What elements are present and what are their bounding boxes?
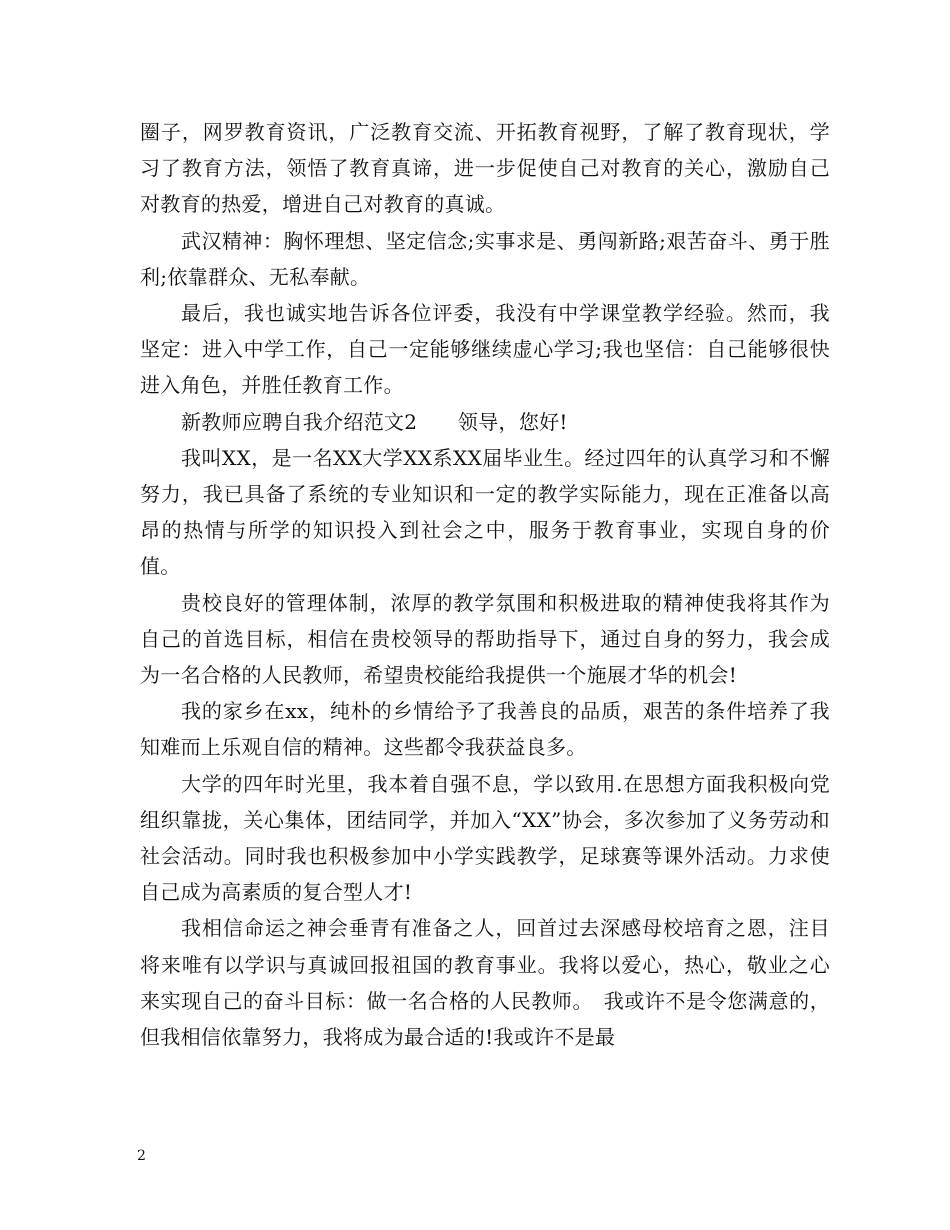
paragraph: 贵校良好的管理体制，浓厚的教学氛围和积极进取的精神使我将其作为自己的首选目标，相信在贵校领导的帮助指导下，通过自身的努力，我会成为一名合格的人民教师，希望贵校能给我提供一个施展才华的机会! [140, 590, 830, 688]
paragraph: 我相信命运之神会垂青有准备之人，回首过去深感母校培育之恩，注目将来唯有以学识与真诚回报祖国的教育事业。我将以爱心，热心，敬业之心来实现自己的奋斗目标：做一名合格的人民教师。 我或许不是令您满意的，但我相信依靠努力，我将成为最合适的!我或许不是最 [140, 916, 830, 1050]
paragraph: 最后，我也诚实地告诉各位评委，我没有中学课堂教学经验。然而，我坚定：进入中学工作，自己一定能够继续虚心学习;我也坚信：自己能够很快进入角色，并胜任教育工作。 [140, 301, 830, 398]
paragraph: 新教师应聘自我介绍范文2 领导，您好! [181, 409, 568, 434]
paragraph: 大学的四年时光里，我本着自强不息，学以致用.在思想方面我积极向党组织靠拢，关心集体，团结同学，并加入“XX”协会，多次参加了义务劳动和社会活动。同时我也积极参加中小学实践教学，足球赛等课外活动。力求使自己成为高素质的复合型人才! [140, 771, 830, 905]
body-text [140, 114, 830, 1055]
paragraph: 我叫XX，是一名XX大学XX系XX届毕业生。经过四年的认真学习和不懈努力，我已具备了系统的专业知识和一定的教学实际能力，现在正准备以高昂的热情与所学的知识投入到社会之中，服务于教育事业，实现自身的价值。 [140, 445, 830, 579]
page-number: 2 [137, 1148, 146, 1164]
paragraph: 武汉精神：胸怀理想、坚定信念;实事求是、勇闯新路;艰苦奋斗、勇于胜利;依靠群众、无私奉献。 [140, 228, 830, 289]
paragraph: 圈子，网罗教育资讯，广泛教育交流、开拓教育视野，了解了教育现状，学习了教育方法，领悟了教育真谛，进一步促使自己对教育的关心，激励自己对教育的热爱，增进自己对教育的真诚。 [140, 120, 830, 217]
paragraph: 我的家乡在xx，纯朴的乡情给予了我善良的品质，艰苦的条件培养了我知难而上乐观自信的精神。这些都令我获益良多。 [140, 699, 830, 760]
